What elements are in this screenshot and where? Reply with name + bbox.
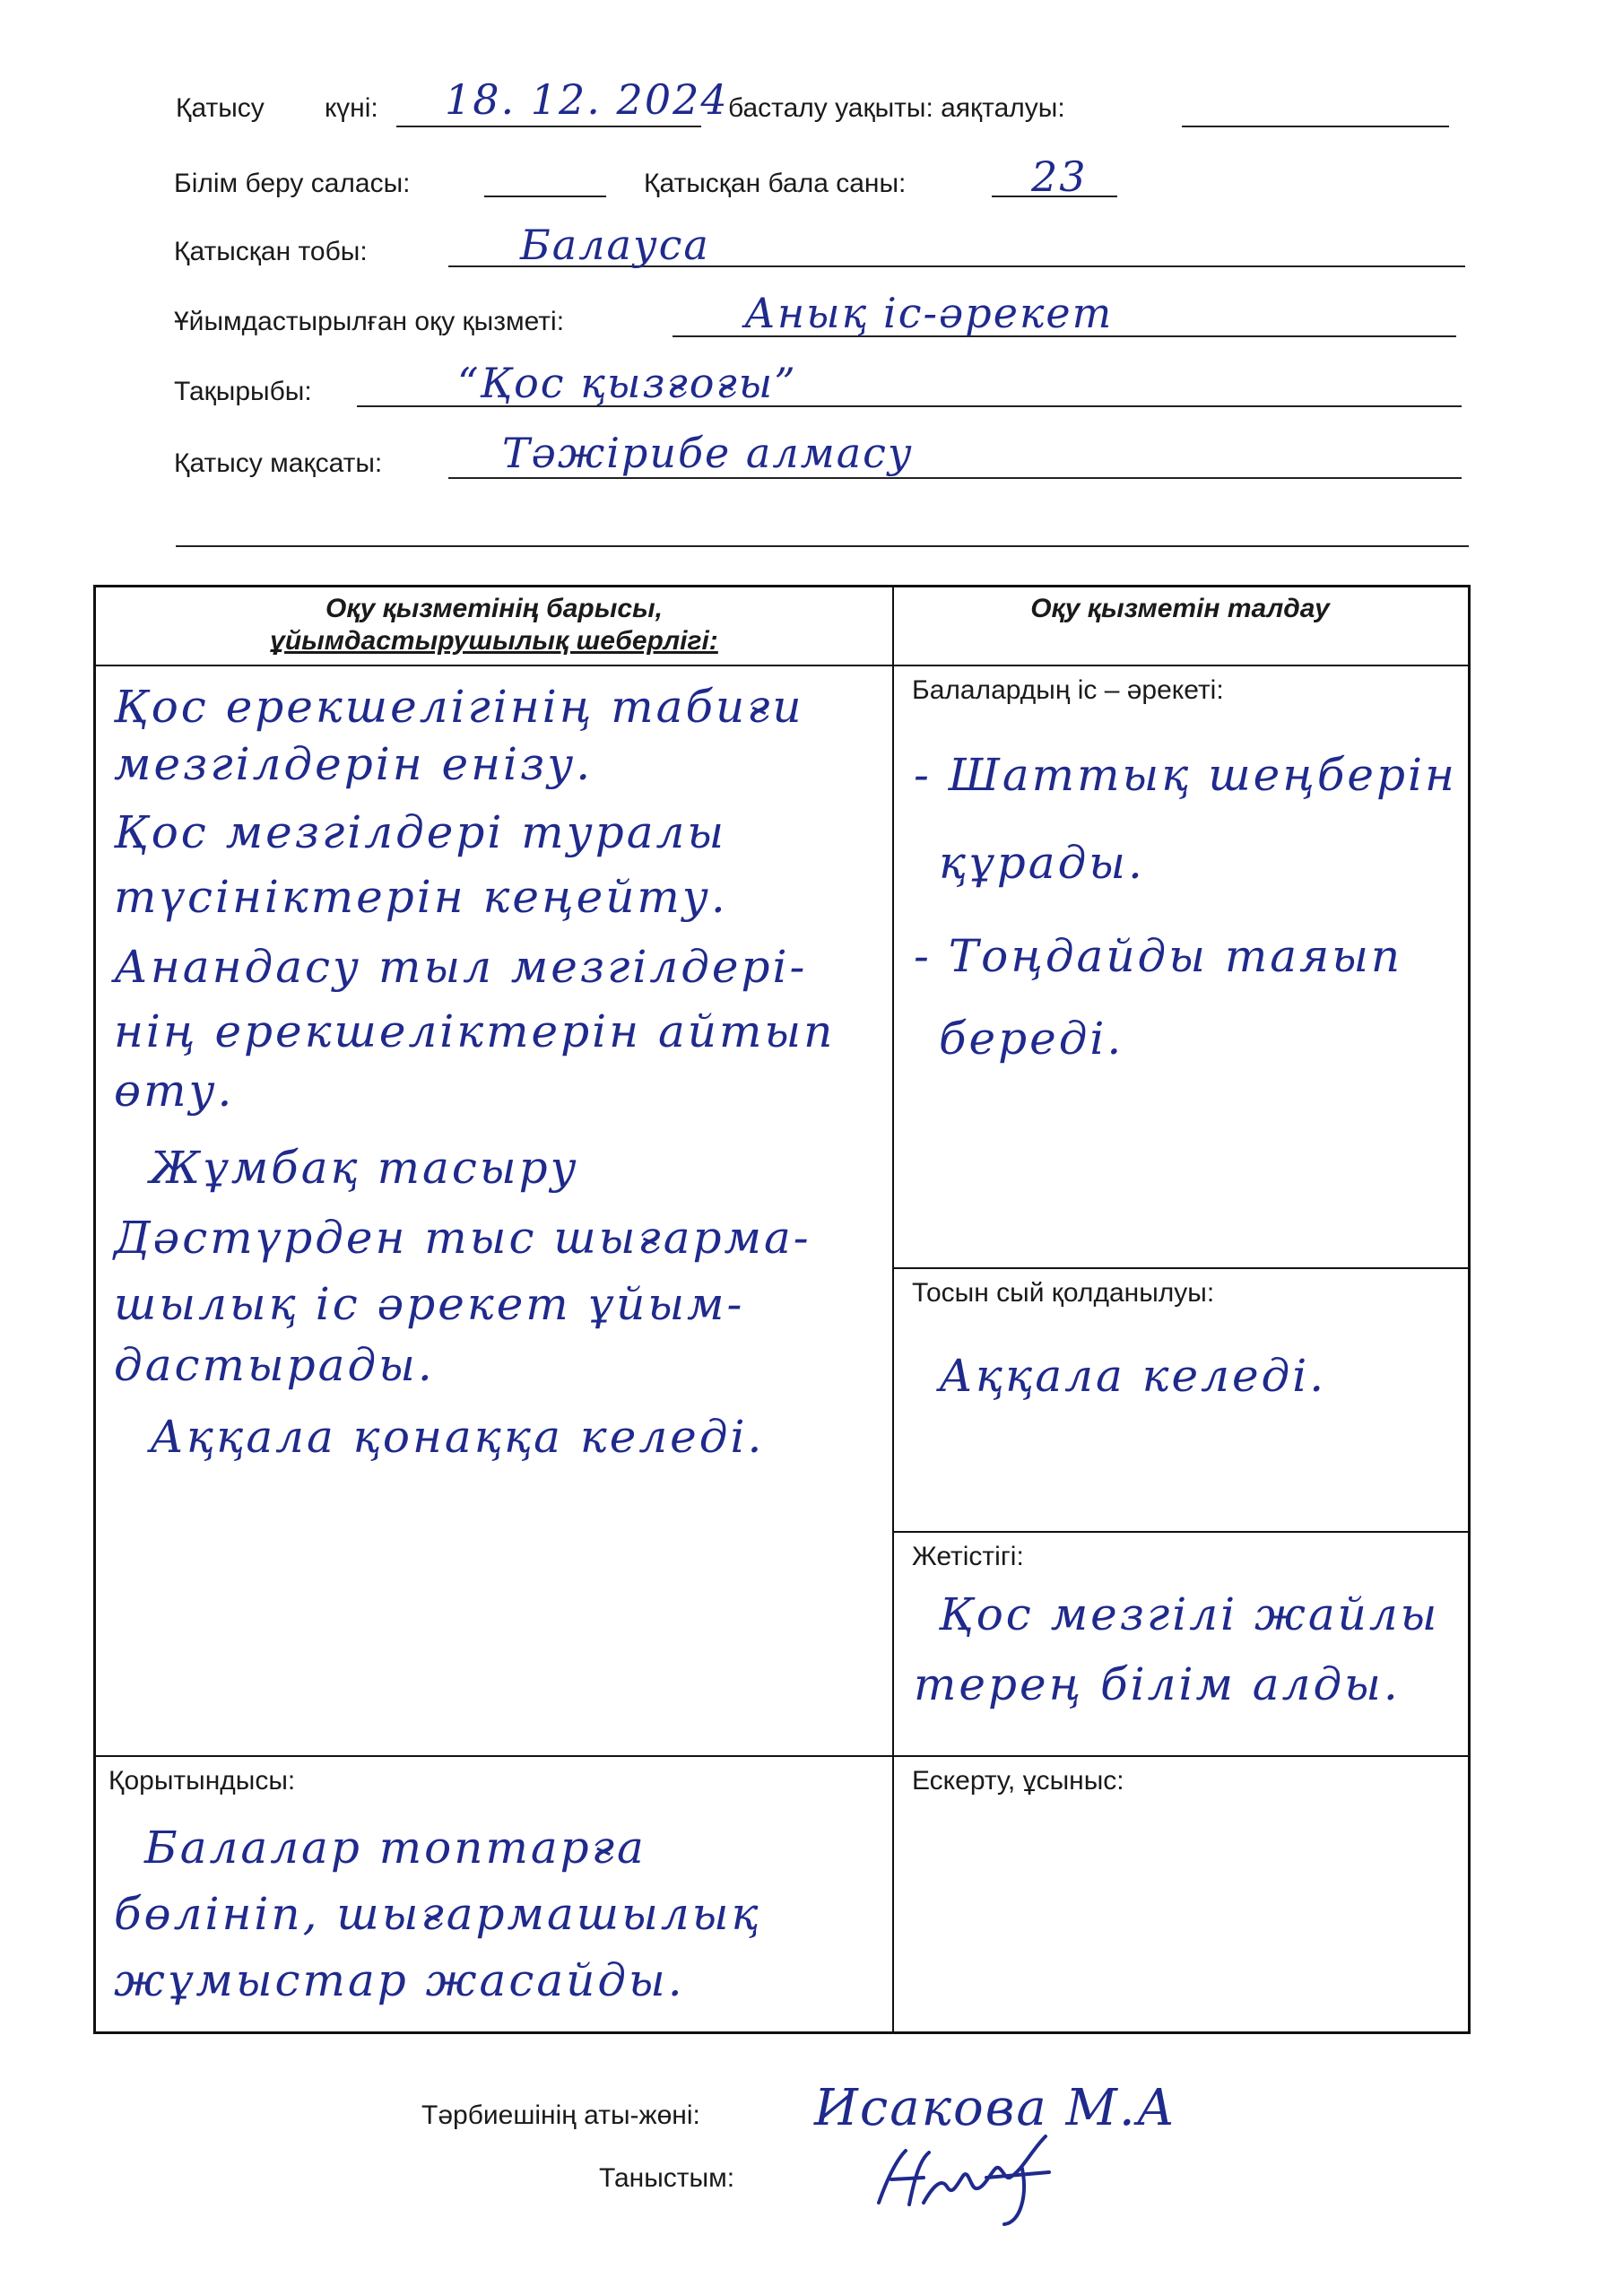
left-content-line: Қос мезгілдері туралы bbox=[114, 806, 727, 858]
left-content-line: нің ерекшеліктерін айтып bbox=[114, 1005, 836, 1057]
conclusion-content-line: жұмыстар жасайды. bbox=[114, 1954, 685, 2006]
group-value: Балауса bbox=[520, 221, 710, 269]
teacher-label: Тәрбиешінің аты-жөні: bbox=[421, 2100, 700, 2130]
left-content-line: дастырады. bbox=[114, 1339, 435, 1391]
signature-icon bbox=[870, 2124, 1085, 2231]
date-line bbox=[396, 126, 701, 127]
date-label-2: күні: bbox=[325, 93, 378, 123]
left-content-line: түсініктерін кеңейту. bbox=[114, 871, 728, 923]
purpose-label: Қатысу мақсаты: bbox=[174, 448, 383, 478]
left-content-line: Аққала қонаққа келеді. bbox=[150, 1411, 765, 1463]
purpose-value: Тәжірибе алмасу bbox=[502, 429, 914, 477]
topic-value: “Қос қызғоғы” bbox=[457, 359, 797, 407]
surprise-label: Тосын сый қолданылуы: bbox=[912, 1278, 1215, 1308]
activity-value: Анық іс-әрекет bbox=[744, 289, 1114, 337]
left-content-line: Жұмбақ тасыру bbox=[150, 1142, 579, 1194]
area-label: Білім беру саласы: bbox=[174, 169, 411, 198]
surprise-content: Аққала келеді. bbox=[939, 1350, 1327, 1402]
kids-activity-label: Балалардың іс – әрекеті: bbox=[912, 675, 1224, 705]
left-content-line: мезгілдерін енізу. bbox=[114, 738, 594, 790]
date-label-1: Қатысу bbox=[176, 93, 265, 123]
remark-label: Ескерту, ұсыныс: bbox=[912, 1766, 1124, 1796]
blank-line bbox=[176, 545, 1469, 547]
children-value: 23 bbox=[1031, 152, 1088, 201]
left-content-line: Дәстүрден тыс шығарма- bbox=[114, 1212, 812, 1264]
right-divider-2 bbox=[892, 1531, 1468, 1533]
left-header-line-1: Оқу қызметінің барысы, bbox=[325, 594, 663, 623]
left-content-line: шылық іс әрекет ұйым- bbox=[114, 1278, 745, 1330]
left-content-line: Анандасу тыл мезгілдері- bbox=[114, 941, 808, 993]
topic-label: Тақырыбы: bbox=[174, 377, 312, 406]
conclusion-row-divider bbox=[96, 1755, 1468, 1757]
achievement-label: Жетістігі: bbox=[912, 1542, 1024, 1571]
kids-content-line: - Тоңдайды таяып bbox=[914, 930, 1403, 982]
conclusion-label: Қорытындысы: bbox=[108, 1766, 296, 1796]
right-divider-1 bbox=[892, 1267, 1468, 1269]
column-divider bbox=[892, 587, 894, 2031]
analysis-table bbox=[93, 585, 1471, 2034]
children-label: Қатысқан бала саны: bbox=[644, 169, 907, 198]
time-end-line bbox=[1182, 126, 1449, 127]
right-column-header: Оқу қызметін талдау bbox=[1030, 594, 1330, 623]
achievement-content-line: Қос мезгілі жайлы bbox=[939, 1588, 1440, 1640]
left-column-header bbox=[96, 593, 892, 657]
left-content-line: Қос ерекшелігінің табиғи bbox=[114, 681, 804, 733]
conclusion-content-line: бөлініп, шығармашылық bbox=[114, 1888, 761, 1940]
kids-content-line: береді. bbox=[939, 1013, 1124, 1065]
kids-content-line: құрады. bbox=[939, 837, 1145, 889]
purpose-line bbox=[448, 477, 1462, 479]
time-label: басталу уақыты: аяқталуы: bbox=[728, 93, 1065, 123]
date-value: 18. 12. 2024 bbox=[445, 75, 729, 124]
header-row-divider bbox=[96, 665, 1468, 666]
achievement-content-line: терең білім алды. bbox=[914, 1658, 1401, 1710]
conclusion-content-line: Балалар топтарға bbox=[144, 1822, 647, 1874]
left-content-line: өту. bbox=[114, 1065, 235, 1117]
ack-label: Таныстым: bbox=[599, 2163, 735, 2193]
group-label: Қатысқан тобы: bbox=[174, 237, 368, 266]
left-header-line-2: ұйымдастырушылық шеберлігі: bbox=[270, 626, 718, 656]
kids-content-line: - Шаттық шеңберін bbox=[914, 749, 1457, 801]
teacher-name: Исакова М.А bbox=[814, 2079, 1177, 2137]
activity-label: Ұйымдастырылған оқу қызметі: bbox=[174, 307, 565, 336]
area-line bbox=[484, 196, 606, 197]
